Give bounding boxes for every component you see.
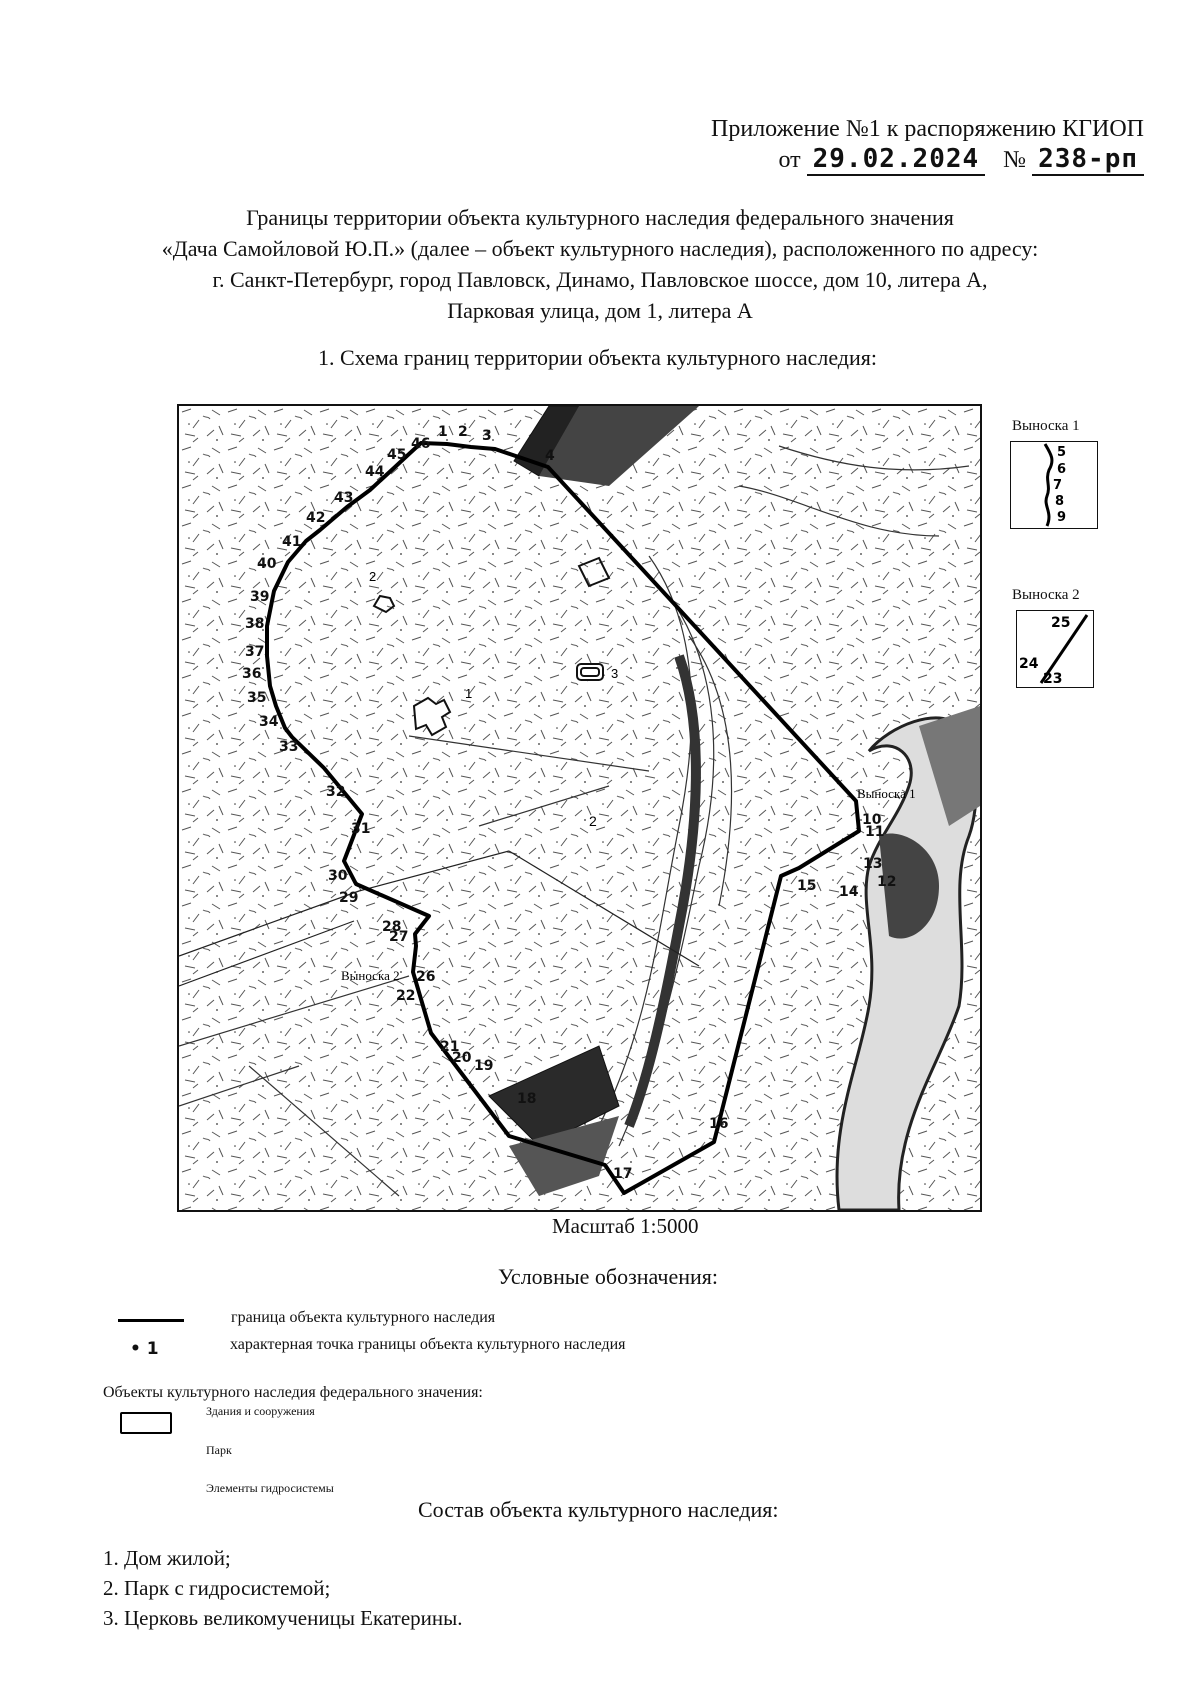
legend-point-text: характерная точка границы объекта культурного наследия bbox=[230, 1336, 626, 1353]
map-label-church: 3 bbox=[611, 666, 619, 681]
title-line: г. Санкт-Петербург, город Павловск, Динамо, Павловское шоссе, дом 10, литера А, bbox=[212, 267, 988, 292]
map-callout-2-label: Выноска 2 bbox=[341, 968, 400, 983]
callout-2-point: 23 bbox=[1043, 671, 1063, 687]
point-symbol-number: 1 bbox=[146, 1339, 159, 1359]
point-label: 40 bbox=[257, 556, 277, 572]
number-prefix: № bbox=[1003, 147, 1027, 173]
composition-item: 1. Дом жилой; bbox=[103, 1546, 231, 1570]
date-prefix: от bbox=[778, 147, 801, 173]
point-label: 19 bbox=[474, 1058, 494, 1074]
callout-1-point: 5 bbox=[1057, 445, 1067, 460]
callout-1-drawing bbox=[1011, 442, 1097, 528]
point-label: 1 bbox=[438, 424, 448, 440]
point-label: 11 bbox=[865, 824, 885, 840]
point-label: 33 bbox=[279, 739, 299, 755]
point-label: 27 bbox=[389, 929, 409, 945]
point-label: 15 bbox=[797, 878, 817, 894]
callout-2-point: 25 bbox=[1051, 615, 1071, 631]
point-label: 4 bbox=[545, 448, 555, 464]
legend-buildings-text: Здания и сооружения bbox=[206, 1404, 315, 1418]
point-label: 42 bbox=[306, 510, 326, 526]
point-label: 3 bbox=[482, 428, 492, 444]
legend-park-text: Парк bbox=[206, 1443, 232, 1457]
point-label: 38 bbox=[245, 616, 265, 632]
order-date-number bbox=[778, 144, 1144, 174]
boundary-line-swatch bbox=[118, 1319, 184, 1322]
point-label: 29 bbox=[339, 890, 359, 906]
point-label: 32 bbox=[326, 784, 346, 800]
point-label: 20 bbox=[452, 1050, 472, 1066]
composition-item: 2. Парк с гидросистемой; bbox=[103, 1576, 331, 1600]
title-line: Границы территории объекта культурного наследия федерального значения bbox=[246, 205, 954, 230]
point-label: 10 bbox=[862, 812, 882, 828]
composition-title: Состав объекта культурного наследия: bbox=[418, 1497, 779, 1522]
callout-1-title: Выноска 1 bbox=[1012, 418, 1080, 434]
map-label-house: 1 bbox=[465, 686, 473, 701]
composition-list bbox=[103, 1543, 463, 1633]
point-label: 35 bbox=[247, 690, 267, 706]
map-scale: Масштаб 1:5000 bbox=[552, 1214, 699, 1238]
point-dot-icon: • bbox=[130, 1339, 141, 1359]
point-label: 2 bbox=[458, 424, 468, 440]
callout-2-box bbox=[1016, 610, 1094, 688]
point-label: 30 bbox=[328, 868, 348, 884]
title-line: Парковая улица, дом 1, литера А bbox=[447, 298, 753, 323]
legend-point-symbol bbox=[130, 1339, 159, 1359]
point-label: 34 bbox=[259, 714, 279, 730]
composition-item: 3. Церковь великомученицы Екатерины. bbox=[103, 1606, 463, 1630]
callout-1-point: 7 bbox=[1053, 478, 1063, 493]
point-label: 22 bbox=[396, 988, 416, 1004]
callout-1-point: 6 bbox=[1057, 462, 1067, 477]
section-heading: 1. Схема границ территории объекта культурного наследия: bbox=[318, 345, 878, 370]
point-label: 44 bbox=[365, 464, 385, 480]
point-label: 13 bbox=[863, 856, 883, 872]
order-number: 238-рп bbox=[1032, 144, 1144, 176]
point-label: 36 bbox=[242, 666, 262, 682]
map-callout-1-label: Выноска 1 bbox=[857, 786, 916, 801]
federal-objects-title: Объекты культурного наследия федерального значения: bbox=[103, 1384, 483, 1401]
point-label: 12 bbox=[877, 874, 897, 890]
callout-2-point: 24 bbox=[1019, 656, 1039, 672]
callout-2-drawing bbox=[1017, 611, 1093, 687]
point-label: 39 bbox=[250, 589, 270, 605]
map-label-park-2: 2 bbox=[589, 813, 597, 829]
boundary-map bbox=[177, 404, 982, 1212]
order-date: 29.02.2024 bbox=[807, 144, 986, 176]
point-label: 28 bbox=[382, 919, 402, 935]
callout-1-box bbox=[1010, 441, 1098, 529]
callout-1-point: 8 bbox=[1055, 494, 1065, 509]
point-label: 41 bbox=[282, 534, 302, 550]
point-label: 31 bbox=[351, 821, 371, 837]
point-label: 16 bbox=[709, 1116, 729, 1132]
building-swatch bbox=[120, 1412, 172, 1434]
title-line: «Дача Самойловой Ю.П.» (далее – объект культурного наследия), расположенного по адресу: bbox=[161, 236, 1039, 261]
legend-title: Условные обозначения: bbox=[498, 1264, 719, 1289]
point-label: 46 bbox=[411, 436, 431, 452]
legend-hydro-text: Элементы гидросистемы bbox=[206, 1481, 334, 1495]
point-label: 18 bbox=[517, 1091, 537, 1107]
callout-2-title: Выноска 2 bbox=[1012, 587, 1080, 603]
map-drawing bbox=[179, 406, 980, 1210]
point-label: 37 bbox=[245, 644, 265, 660]
point-label: 45 bbox=[387, 447, 407, 463]
point-label: 14 bbox=[839, 884, 859, 900]
legend-boundary-text: граница объекта культурного наследия bbox=[231, 1309, 496, 1326]
point-label: 21 bbox=[440, 1039, 460, 1055]
document-title bbox=[0, 202, 1200, 326]
map-label-park: 2 bbox=[369, 569, 377, 584]
point-label: 26 bbox=[416, 969, 436, 985]
point-label: 17 bbox=[613, 1166, 633, 1182]
point-label: 43 bbox=[334, 490, 354, 506]
appendix-heading: Приложение №1 к распоряжению КГИОП bbox=[711, 116, 1144, 142]
callout-1-point: 9 bbox=[1057, 510, 1067, 525]
